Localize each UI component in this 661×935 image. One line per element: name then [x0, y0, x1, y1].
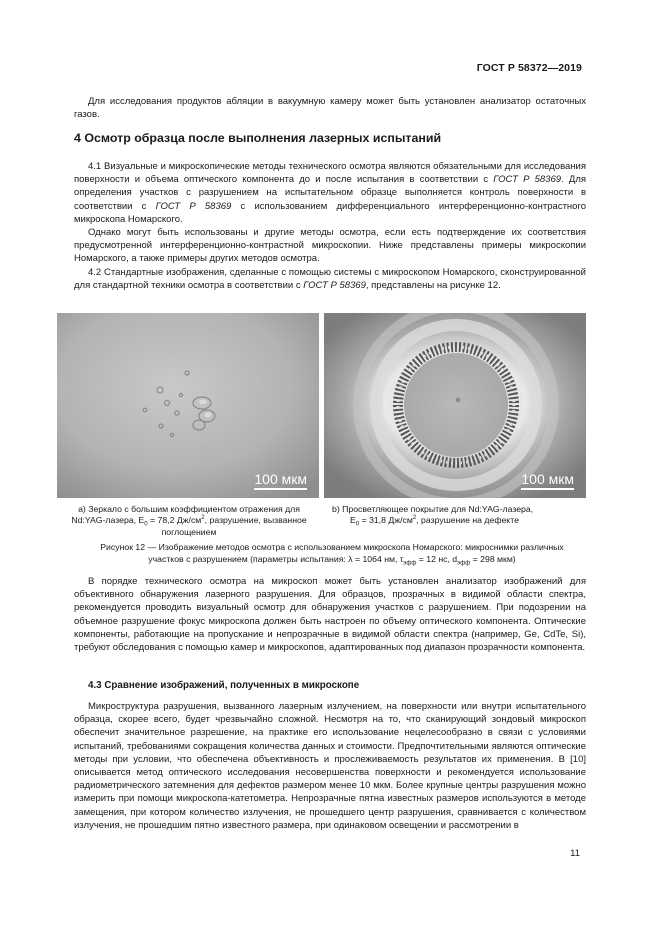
scale-bar: [521, 472, 574, 490]
intro-paragraph: Для исследования продуктов абляции в вакуумную камеру может быть установлен анализатор остаточных газов.: [74, 96, 586, 121]
gost-reference: ГОСТ Р 58369: [493, 174, 562, 186]
paragraph-4-2: 4.2 Стандартные изображения, сделанные с помощью системы с микроскопом Номарского, сконструированной для стандартной техники осмотра в соответствии с ГОСТ Р 58369, представлены на рисунке 12.: [74, 267, 586, 292]
caption-a: a) Зеркало с большим коэффициентом отражения для Nd:YAG-лазера, $E_0 = 78,2$ $Дж/см^2$, разрушение, вызванное поглощением: [71, 504, 307, 537]
document-header: ГОСТ Р 58372—2019: [476, 62, 582, 74]
figure-caption: Рисунок 12 — Изображение методов осмотра с использованием микроскопа Номарского: микроснимки различных участков с разрушением (параметры испытания: λ = 1064 нм, $\tau_{эфф} = 12$ нс, $d_{эфф} = 298$ мкм): [100, 542, 564, 567]
micrograph-a: [57, 313, 319, 498]
page-number: 11: [570, 848, 580, 859]
scale-label: 100 мкм: [521, 471, 574, 487]
micrograph-b: [324, 313, 586, 498]
caption-b: b) Просветляющее покрытие для Nd:YAG-лазера, $E_0 = 31,8$ $Дж/см^2$, разрушение на дефекте: [332, 504, 534, 529]
paragraph-4-3: Микроструктура разрушения, вызванного лазерным излучением, на поверхности или внутри испытательного образца, скорее всего, будет чрезвычайно сложной. Несмотря на то, что сканирующий зондовый микроскоп обеспечит значительное разрешение, на практике его использование нецелесообразно в связи с условиями испытаний, требованиями сокращения количества данных и стоимости. Предпочтительными являются оптические методы при условии, что обеспечена объективность и прослеживаемость результатов их применения. В [10] описывается метод оптического исследования несовершенства поверхности и рекомендуется использование радиометрического затемнения для дефектов размером менее 10 мкм. Более крупные центры разрушения можно измерить при помощи микроскопа-катетометра. Непрозрачные пятна известных размеров используются в методе замещения, при котором количество излучения, не прошедшего центр разрушения, сравнивается с количеством излучения, не прошедшим пятно известного размера, при одинаковом освещении и рассмотрении в: [74, 701, 586, 831]
section-4-title: 4 Осмотр образца после выполнения лазерных испытаний: [74, 131, 442, 145]
scale-bar: [254, 472, 307, 490]
paragraph-inspection: В порядке технического осмотра на микроскоп может быть установлен анализатор изображений для объективного обнаружения лазерного разрушения. Для образцов, прозрачных в видимой области спектра, рекомендуется проводить визуальный осмотр для обнаружения участков с разрушением. При подозрении на объемное разрушение фокус микроскопа должен быть настроен по объему оптического компонента. Оптические компоненты, работающие на пропускание и непрозрачные в видимой области спектра (например, Ge, CdTe, Si), требуют обследования с помощью камер и микроскопов, адаптированных под диапазон прозрачности компонента.: [74, 576, 586, 654]
paragraph-4-1: 4.1 Визуальные и микроскопические методы технического осмотра являются обязательными для исследования поверхности и объема оптического компонента до и после испытания в соответствии с ГОСТ Р 58369. Для определения участков с разрушением на испытательном образце выполняется контроль поверхности в соответствии с ГОСТ Р 58369 с использованием дифференциального интерференционно-контрастного микроскопа Номарского.: [74, 161, 587, 225]
paragraph-4-1-continued: Однако могут быть использованы и другие методы осмотра, если есть подтверждение их соответствия предусмотренной интерференционно-контрастной микроскопии. Ниже представлены примеры микроскопии Номарского, а также примеры других методов осмотра.: [74, 227, 586, 265]
gost-reference: ГОСТ Р 58369: [303, 280, 366, 292]
gost-reference: ГОСТ Р 58369: [155, 200, 232, 212]
scale-label: 100 мкм: [254, 471, 307, 487]
section-4-3-title: 4.3 Сравнение изображений, полученных в микроскопе: [88, 680, 360, 691]
